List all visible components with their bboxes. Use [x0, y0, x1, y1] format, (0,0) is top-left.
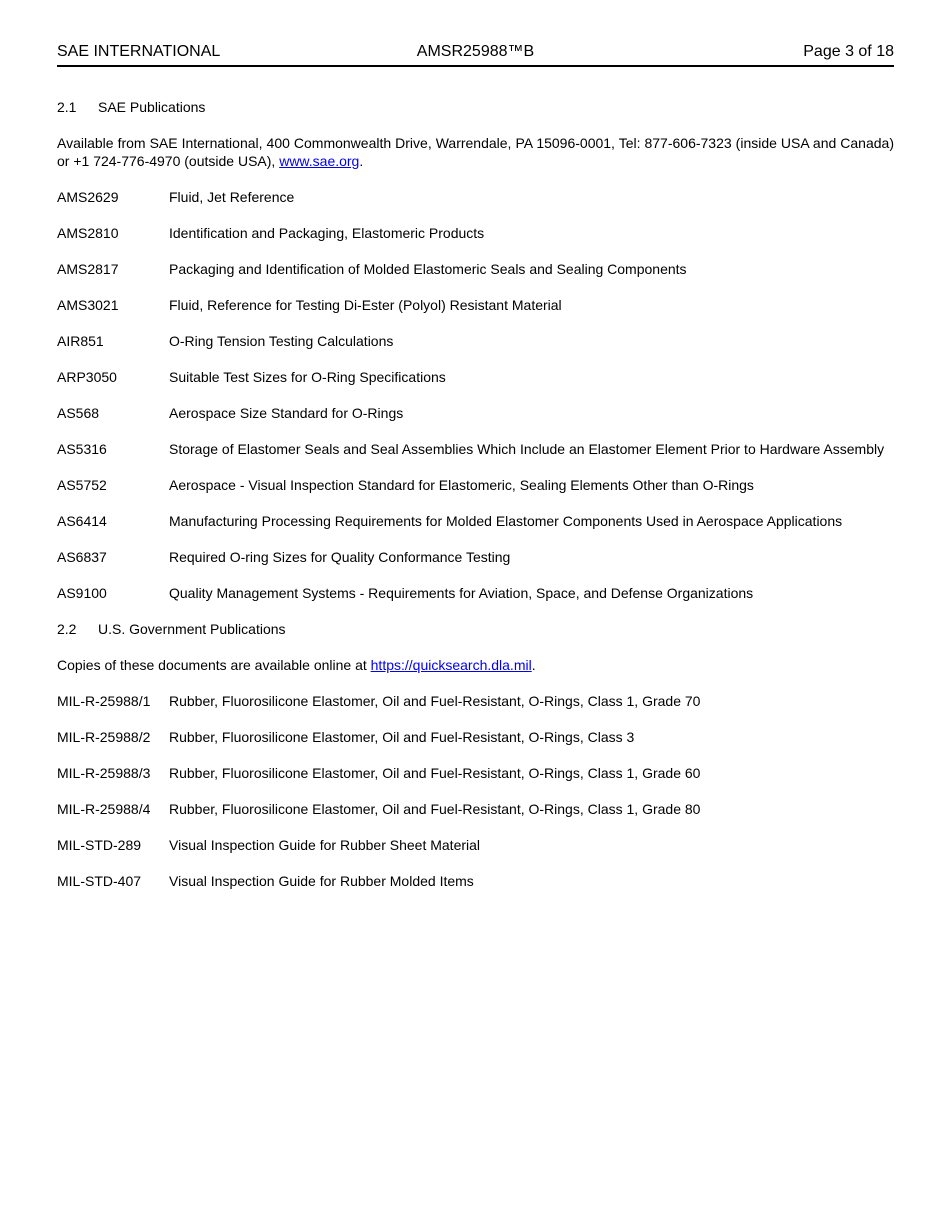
reference-code: AS568 — [57, 405, 100, 421]
reference-code: AIR851 — [57, 333, 104, 349]
reference-row — [57, 368, 894, 386]
reference-row — [57, 224, 894, 242]
section-heading-2-1 — [57, 98, 894, 116]
reference-row — [57, 440, 894, 458]
reference-title: Suitable Test Sizes for O-Ring Specifications — [169, 369, 446, 385]
reference-code: AMS2629 — [57, 189, 119, 205]
reference-title: Required O-ring Sizes for Quality Conformance Testing — [169, 549, 511, 565]
paragraph-suffix: . — [531, 657, 536, 673]
reference-code: AS6414 — [57, 513, 107, 529]
reference-code: MIL-R-25988/4 — [57, 801, 151, 817]
document-body — [57, 98, 894, 890]
section-number: 2.2 — [57, 621, 77, 637]
reference-code: AMS2817 — [57, 261, 119, 277]
reference-code: MIL-STD-407 — [57, 873, 142, 889]
reference-code: MIL-R-25988/3 — [57, 765, 151, 781]
reference-code: AS5316 — [57, 441, 107, 457]
reference-title: Fluid, Reference for Testing Di-Ester (Polyol) Resistant Material — [169, 297, 562, 313]
reference-row — [57, 872, 894, 890]
reference-title: Fluid, Jet Reference — [169, 189, 295, 205]
quicksearch-link[interactable]: https://quicksearch.dla.mil — [370, 657, 532, 673]
reference-title: Aerospace - Visual Inspection Standard for Elastomeric, Sealing Elements Other than O-Rings — [169, 477, 754, 493]
reference-code: MIL-R-25988/1 — [57, 693, 151, 709]
reference-title: Manufacturing Processing Requirements for Molded Elastomer Components Used in Aerospace Applications — [169, 513, 843, 529]
reference-title: Storage of Elastomer Seals and Seal Assemblies Which Include an Elastomer Element Prior to Hardware Assembly — [169, 441, 885, 457]
header-doc-number: AMSR25988™B — [416, 43, 535, 60]
reference-code: AS9100 — [57, 585, 107, 601]
paragraph-suffix: . — [359, 153, 364, 169]
sae-availability-paragraph — [57, 134, 894, 170]
reference-title: Rubber, Fluorosilicone Elastomer, Oil and Fuel-Resistant, O-Rings, Class 1, Grade 70 — [169, 693, 701, 709]
reference-title: Aerospace Size Standard for O-Rings — [169, 405, 404, 421]
paragraph-text: Copies of these documents are available online at — [57, 657, 371, 673]
reference-row — [57, 836, 894, 854]
sae-org-link[interactable]: www.sae.org — [279, 153, 360, 169]
reference-row — [57, 692, 894, 710]
section-number: 2.1 — [57, 99, 77, 115]
reference-title: Identification and Packaging, Elastomeric Products — [169, 225, 485, 241]
page-header — [57, 42, 894, 67]
reference-row — [57, 476, 894, 494]
reference-code: AS5752 — [57, 477, 107, 493]
reference-code: MIL-STD-289 — [57, 837, 142, 853]
reference-row — [57, 404, 894, 422]
reference-title: Rubber, Fluorosilicone Elastomer, Oil and Fuel-Resistant, O-Rings, Class 1, Grade 60 — [169, 765, 701, 781]
reference-row — [57, 800, 894, 818]
reference-code: ARP3050 — [57, 369, 117, 385]
reference-code: AMS3021 — [57, 297, 119, 313]
reference-row — [57, 764, 894, 782]
header-page-count: Page 3 of 18 — [803, 43, 894, 60]
reference-code: AMS2810 — [57, 225, 119, 241]
section-title: U.S. Government Publications — [98, 621, 286, 637]
reference-code: AS6837 — [57, 549, 107, 565]
paragraph-text: Available from SAE International, 400 Commonwealth Drive, Warrendale, PA 15096-0001, Tel: 877-606-7323 (inside USA and Canada) or +1 724-776-4970 (outside USA), — [57, 135, 894, 169]
header-org: SAE INTERNATIONAL — [57, 43, 221, 60]
reference-title: Rubber, Fluorosilicone Elastomer, Oil and Fuel-Resistant, O-Rings, Class 3 — [169, 729, 635, 745]
reference-row — [57, 728, 894, 746]
reference-row — [57, 296, 894, 314]
gov-availability-paragraph — [57, 656, 894, 674]
reference-row — [57, 188, 894, 206]
reference-code: MIL-R-25988/2 — [57, 729, 151, 745]
reference-title: O-Ring Tension Testing Calculations — [169, 333, 394, 349]
reference-title: Packaging and Identification of Molded Elastomeric Seals and Sealing Components — [169, 261, 687, 277]
reference-row — [57, 512, 894, 530]
section-heading-2-2 — [57, 620, 894, 638]
reference-title: Quality Management Systems - Requirements for Aviation, Space, and Defense Organizations — [169, 585, 754, 601]
reference-row — [57, 260, 894, 278]
reference-row — [57, 548, 894, 566]
reference-title: Visual Inspection Guide for Rubber Sheet Material — [169, 837, 481, 853]
reference-row — [57, 584, 894, 602]
reference-row — [57, 332, 894, 350]
reference-title: Rubber, Fluorosilicone Elastomer, Oil and Fuel-Resistant, O-Rings, Class 1, Grade 80 — [169, 801, 701, 817]
reference-title: Visual Inspection Guide for Rubber Molded Items — [169, 873, 474, 889]
section-title: SAE Publications — [98, 99, 206, 115]
